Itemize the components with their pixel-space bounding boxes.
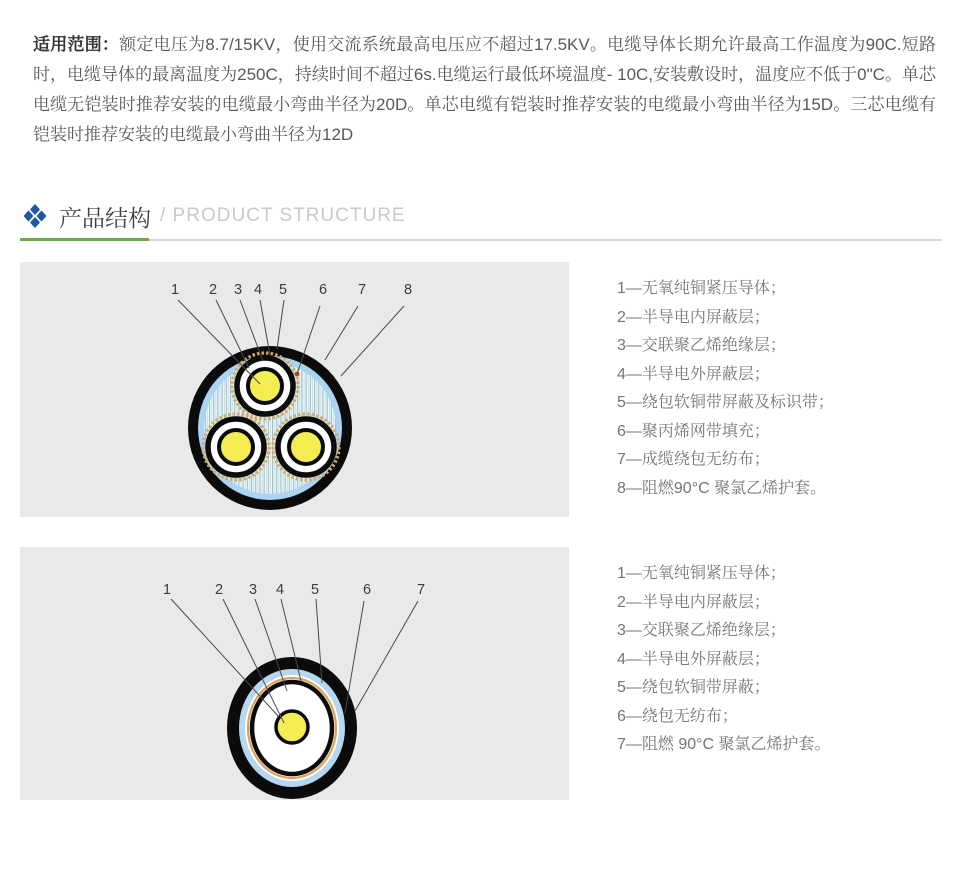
number-label: 4	[275, 582, 285, 598]
legend-item: 4—半导电外屏蔽层；	[617, 650, 770, 668]
section-title: 产品结构	[59, 204, 151, 231]
legend-item: 5—绕包软铜带屏蔽；	[617, 679, 770, 696]
number-label: 8	[403, 282, 413, 298]
number-label: 6	[362, 582, 372, 598]
legend-item: 7—成缆绕包无纺布；	[617, 451, 770, 468]
cable-1core-diagram	[20, 547, 569, 800]
legend-item: 1—无氧纯铜紧压导体；	[617, 565, 786, 582]
diagram-3core-panel	[20, 262, 569, 517]
cable-3core-diagram	[20, 262, 569, 517]
number-label: 7	[357, 282, 367, 298]
intro-paragraph	[33, 30, 936, 150]
legend-item: 4—半导电外屏蔽层；	[617, 365, 770, 383]
number-label: 4	[253, 282, 263, 298]
cable-3core-body	[188, 346, 352, 510]
number-label: 6	[318, 282, 328, 298]
structure-row-3core	[20, 262, 964, 517]
number-label: 3	[248, 582, 258, 598]
legend-item: 6—聚丙烯网带填充；	[617, 422, 770, 440]
section-subtitle: / PRODUCT STRUCTURE	[160, 205, 406, 226]
number-label: 2	[208, 282, 218, 298]
legend-item: 1—无氧纯铜紧压导体；	[617, 280, 786, 297]
diagram-number-labels-1core	[163, 582, 425, 598]
diagram-number-labels-3core	[171, 282, 412, 298]
legend-item: 8—阻燃90°C 聚氯乙烯护套。	[617, 479, 827, 497]
legend-item: 3—交联聚乙烯绝缘层；	[617, 622, 786, 639]
number-label: 2	[214, 582, 224, 598]
legend-item: 3—交联聚乙烯绝缘层；	[617, 337, 786, 354]
section-header	[22, 200, 964, 232]
legend-item: 5—绕包软铜带屏蔽及标识带；	[617, 394, 834, 411]
number-label: 5	[310, 582, 320, 598]
number-label: 3	[233, 282, 243, 298]
intro-text: 额定电压为8.7/15KV，使用交流系统最高电压应不超过17.5KV。电缆导体长期允许最高工作温度为90C.短路时，电缆导体的最离温度为250C，持续时间不超过6s.电缆运行最低环境温度- 10C,安装敷设时，温度应不低于0"C。单芯电缆无铠装时推荐安装的电缆最小弯曲半径为20D。单芯电缆有铠装时推荐安装的电缆最小弯曲半径为15D。三芯电缆有铠装时推荐安装的电缆最小弯曲半径为12D	[33, 35, 936, 144]
legend-3core	[617, 262, 834, 517]
diagram-1core-panel	[20, 547, 569, 800]
section-divider	[20, 239, 942, 241]
number-label: 1	[162, 582, 172, 598]
legend-item: 2—半导电内屏蔽层；	[617, 308, 770, 326]
structure-row-1core	[20, 547, 964, 800]
number-label: 7	[416, 582, 426, 598]
legend-1core	[617, 547, 831, 800]
legend-item: 7—阻燃 90°C 聚氯乙烯护套。	[617, 736, 831, 753]
legend-item: 6—绕包无纺布；	[617, 707, 738, 725]
number-label: 5	[278, 282, 288, 298]
cable-1core-body	[227, 657, 357, 799]
legend-item: 2—半导电内屏蔽层；	[617, 593, 770, 611]
number-label: 1	[170, 282, 180, 298]
diamond-cluster-icon	[22, 203, 48, 229]
intro-label: 适用范围：	[33, 35, 120, 54]
section-divider-accent	[20, 238, 149, 241]
